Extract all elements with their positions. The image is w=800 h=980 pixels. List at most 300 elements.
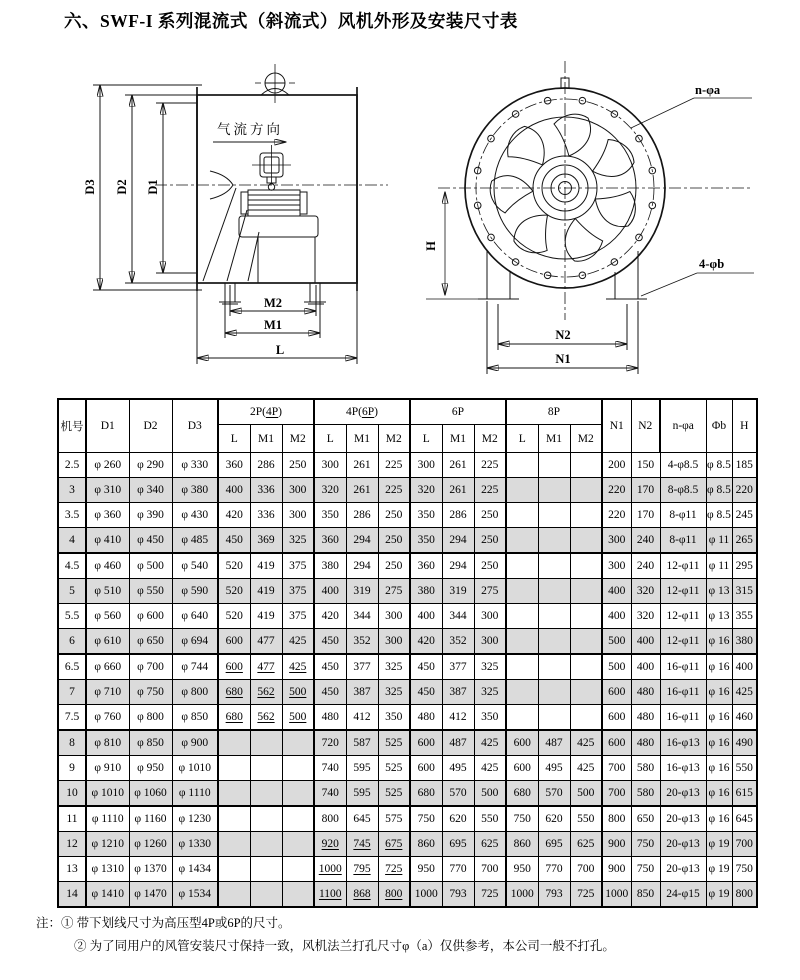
table-row [58,478,757,503]
cell-value [570,680,602,705]
cell-value: 295 [732,553,757,579]
cell-fan-size: 12 [58,832,86,857]
cell-value: 725 [570,882,602,908]
sub-header-m1: M1 [346,425,378,453]
cell-value: 520 [218,604,250,629]
cell-value [250,857,282,882]
cell-value: 320 [410,478,442,503]
cell-value: 419 [250,579,282,604]
cell-value [218,857,250,882]
cell-value: 420 [314,604,346,629]
cell-value: 487 [442,730,474,756]
cell-value [282,832,314,857]
cell-value: 225 [378,478,410,503]
cell-value: 352 [346,629,378,655]
cell-value: 1000 [506,882,538,908]
cell-value: φ 1434 [172,857,218,882]
cell-value: 725 [378,857,410,882]
dim-label-d1: D1 [146,179,160,195]
cell-value: φ 800 [172,680,218,705]
cell-value: 950 [410,857,442,882]
group-2p-underlined: 4P [265,406,279,418]
cell-value: 250 [378,528,410,554]
cell-value: φ 600 [129,604,172,629]
cell-value [218,781,250,807]
cell-value: 380 [732,629,757,655]
cell-value: 575 [378,806,410,832]
cell-fan-size: 9 [58,756,86,781]
table-row [58,882,757,908]
cell-value: 16-φ11 [660,705,706,731]
cell-value: 900 [602,832,631,857]
cell-value: φ 340 [129,478,172,503]
cell-value: 261 [442,478,474,503]
cell-value: φ 560 [86,604,129,629]
cell-value: 352 [442,629,474,655]
cell-value: 800 [378,882,410,908]
cell-value: 245 [732,503,757,528]
junction-box-icon [252,145,291,190]
cell-value: φ 1010 [86,781,129,807]
cell-value: 425 [282,629,314,655]
cell-value: 420 [218,503,250,528]
cell-value: φ 11 [706,528,732,554]
cell-fan-size: 3.5 [58,503,86,528]
inlet-cone [203,171,259,281]
cell-value: 645 [346,806,378,832]
cell-value: 695 [442,832,474,857]
cell-value [282,756,314,781]
cell-value: 16-φ13 [660,730,706,756]
cell-value: 600 [506,730,538,756]
footnote-1: 注：① 带下划线尺寸为高压型4P或6P的尺寸。 [36,916,291,930]
cell-value [538,705,570,731]
cell-value: 550 [732,756,757,781]
table-row [58,730,757,756]
cell-value: 490 [732,730,757,756]
cell-value [538,629,570,655]
cell-value: 320 [631,579,660,604]
col-header-n1: N1 [602,399,631,453]
cell-value: 745 [346,832,378,857]
cell-fan-size: 11 [58,806,86,832]
cell-value: φ 16 [706,705,732,731]
cell-value: φ 360 [86,503,129,528]
table-row [58,579,757,604]
cell-value: φ 510 [86,579,129,604]
cell-value: φ 13 [706,579,732,604]
cell-value: 620 [538,806,570,832]
cell-value [250,730,282,756]
cell-value: 750 [732,857,757,882]
cell-value: 315 [732,579,757,604]
cell-value: 300 [602,553,631,579]
cell-value: 680 [218,680,250,705]
cell-value: 294 [346,528,378,554]
cell-value [570,579,602,604]
col-header-phi-b: Φb [706,399,732,453]
cell-value: 740 [314,756,346,781]
col-header-n-phi-a: n-φa [660,399,706,453]
cell-fan-size: 3 [58,478,86,503]
cell-value: 420 [410,629,442,655]
cell-value: 1000 [602,882,631,908]
footnote-2: ② 为了同用户的风管安装尺寸保持一致，风机法兰打孔尺寸φ（a）仅供参考，本公司一般不打孔。 [74,938,615,953]
table-row [58,705,757,731]
cell-value: 300 [474,629,506,655]
cell-value: 770 [538,857,570,882]
cell-value: 450 [410,680,442,705]
cell-value: 225 [474,453,506,478]
cell-value: 793 [538,882,570,908]
col-header-h: H [732,399,757,453]
cell-value: 250 [474,503,506,528]
table-row [58,806,757,832]
cell-value: 500 [474,781,506,807]
cell-value: 320 [631,604,660,629]
cell-value: φ 16 [706,730,732,756]
cell-value: 369 [250,528,282,554]
cell-value [506,705,538,731]
cell-value: φ 800 [129,705,172,731]
cell-fan-size: 5 [58,579,86,604]
cell-value: φ 310 [86,478,129,503]
group-4p-pre: 4P( [346,406,362,418]
cell-value: 562 [250,705,282,731]
cell-value: φ 910 [86,756,129,781]
cell-value: 740 [314,781,346,807]
cell-value: 950 [506,857,538,882]
cell-fan-size: 5.5 [58,604,86,629]
cell-value [506,579,538,604]
cell-value: 600 [602,705,631,731]
cell-value [218,730,250,756]
cell-value [570,654,602,680]
cell-value [538,503,570,528]
cell-value: 850 [631,882,660,908]
cell-value [538,654,570,680]
cell-value: φ 550 [129,579,172,604]
cell-value: 793 [442,882,474,908]
cell-value: 400 [314,579,346,604]
table-row [58,832,757,857]
cell-value: 8-φ8.5 [660,478,706,503]
cell-value: 650 [631,806,660,832]
cell-value: φ 1110 [172,781,218,807]
cell-fan-size: 4 [58,528,86,554]
cell-value: 380 [410,579,442,604]
cell-value: φ 810 [86,730,129,756]
cell-value: 20-φ13 [660,806,706,832]
cell-value: φ 750 [129,680,172,705]
cell-value: 425 [570,756,602,781]
cell-value: 250 [474,528,506,554]
sub-header-l: L [218,425,250,453]
cell-value: 860 [410,832,442,857]
cell-value [218,882,250,908]
cell-value: 400 [631,629,660,655]
table-row [58,604,757,629]
sub-header-l: L [506,425,538,453]
cell-value: 377 [442,654,474,680]
cell-value: 450 [218,528,250,554]
cell-value: φ 390 [129,503,172,528]
dimension-table [57,398,758,908]
cell-value: 150 [631,453,660,478]
cell-value: 325 [282,528,314,554]
cell-value: 680 [218,705,250,731]
col-header-n2: N2 [631,399,660,453]
cell-value: 387 [442,680,474,705]
cell-value [282,857,314,882]
cell-value: 344 [346,604,378,629]
cell-value: 360 [314,528,346,554]
cell-value: 319 [442,579,474,604]
cell-value: 480 [314,705,346,731]
cell-value: 700 [732,832,757,857]
cell-value [570,629,602,655]
cell-value: 325 [378,680,410,705]
cell-value: 170 [631,503,660,528]
dim-label-n2: N2 [555,328,571,342]
cell-value: 495 [442,756,474,781]
cell-fan-size: 2.5 [58,453,86,478]
cell-value [538,453,570,478]
cell-value: φ 950 [129,756,172,781]
cell-value: 750 [631,832,660,857]
cell-value [282,730,314,756]
cell-value: φ 1230 [172,806,218,832]
cell-value: 350 [378,705,410,731]
cell-value: φ 850 [172,705,218,731]
cell-value [538,478,570,503]
cell-value: φ 485 [172,528,218,554]
cell-value: φ 590 [172,579,218,604]
cell-value: 920 [314,832,346,857]
cell-value: 240 [631,528,660,554]
cell-value: φ 13 [706,604,732,629]
cell-value: 300 [474,604,506,629]
sub-header-m1: M1 [250,425,282,453]
cell-value: φ 19 [706,832,732,857]
cell-value: 480 [631,705,660,731]
cell-value: 425 [474,730,506,756]
cell-value: 450 [314,654,346,680]
dim-label-h: H [424,241,438,251]
cell-value: 225 [378,453,410,478]
cell-value: 425 [282,654,314,680]
cell-value [282,806,314,832]
cell-value: 595 [346,756,378,781]
cell-value: 419 [250,604,282,629]
cell-value: 360 [218,453,250,478]
cell-value: 500 [602,629,631,655]
cell-value: 477 [250,629,282,655]
cell-value: 12-φ11 [660,629,706,655]
cell-value: 16-φ11 [660,680,706,705]
col-header-d3: D3 [172,399,218,453]
footnotes [36,912,615,957]
cell-value: 387 [346,680,378,705]
cell-value [506,453,538,478]
callout-4-phi-b: 4-φb [699,257,725,271]
cell-value: φ 16 [706,680,732,705]
cell-value: 480 [410,705,442,731]
cell-value: 412 [346,705,378,731]
cell-value: 300 [602,528,631,554]
cell-value [282,781,314,807]
cell-value: 200 [602,453,631,478]
cell-value: 320 [314,478,346,503]
cell-value [570,478,602,503]
cell-value [282,882,314,908]
cell-value: 500 [570,781,602,807]
cell-value: 860 [506,832,538,857]
sub-header-l: L [410,425,442,453]
cell-value: 580 [631,781,660,807]
cell-value: 525 [378,730,410,756]
group-2p-pre: 2P( [250,406,266,418]
cell-fan-size: 7 [58,680,86,705]
cell-value: 336 [250,503,282,528]
cell-value: 220 [732,478,757,503]
cell-value: 595 [346,781,378,807]
cell-value: 600 [602,730,631,756]
cell-value: φ 850 [129,730,172,756]
cell-value: 500 [602,654,631,680]
cell-value: 265 [732,528,757,554]
sub-header-l: L [314,425,346,453]
cell-value [506,528,538,554]
cell-value: φ 660 [86,654,129,680]
callout-n-phi-a: n-φa [695,83,721,97]
table-row [58,857,757,882]
cell-value: φ 1534 [172,882,218,908]
cell-value: φ 900 [172,730,218,756]
table-row [58,453,757,478]
cell-value: 570 [538,781,570,807]
table-row [58,629,757,655]
cell-value: φ 1160 [129,806,172,832]
cell-value [506,680,538,705]
cell-value: 700 [602,781,631,807]
cell-value: 375 [282,553,314,579]
cell-value: 4-φ8.5 [660,453,706,478]
cell-value: 250 [474,553,506,579]
cell-value: 800 [602,806,631,832]
cell-value: 377 [346,654,378,680]
cell-value: 487 [538,730,570,756]
cell-value: φ 19 [706,882,732,908]
sub-header-m1: M1 [538,425,570,453]
cell-value: 300 [378,629,410,655]
cell-value [506,604,538,629]
table-row [58,781,757,807]
cell-value: φ 19 [706,857,732,882]
cell-value: 460 [732,705,757,731]
cell-value [250,781,282,807]
cell-value: φ 16 [706,654,732,680]
cell-value [570,453,602,478]
lifting-eyebolt-icon [255,64,295,103]
cell-value: φ 8.5 [706,503,732,528]
cell-value: φ 380 [172,478,218,503]
cell-value: 185 [732,453,757,478]
cell-value: 261 [442,453,474,478]
sub-header-m2: M2 [378,425,410,453]
cell-value: 600 [506,756,538,781]
cell-value: 700 [602,756,631,781]
cell-value: φ 16 [706,781,732,807]
cell-value: φ 8.5 [706,453,732,478]
col-header-d1: D1 [86,399,129,453]
cell-value: 300 [378,604,410,629]
cell-value: 350 [410,528,442,554]
cell-value: 477 [250,654,282,680]
group-header-4p [314,399,410,425]
cell-value: φ 610 [86,629,129,655]
cell-value: 286 [250,453,282,478]
sub-header-m1: M1 [442,425,474,453]
cell-value: 400 [732,654,757,680]
cell-value: 400 [631,654,660,680]
cell-value: 380 [314,553,346,579]
col-header-fan-size: 机号 [58,399,86,453]
cell-value: φ 1010 [172,756,218,781]
cell-value: 587 [346,730,378,756]
cell-value: φ 1310 [86,857,129,882]
cell-value: 286 [442,503,474,528]
group-header-2p [218,399,314,425]
table-row [58,528,757,554]
cell-value: 495 [538,756,570,781]
cell-value: 625 [570,832,602,857]
cell-value: 360 [410,553,442,579]
cell-value: φ 1410 [86,882,129,908]
cell-fan-size: 14 [58,882,86,908]
cell-value: 795 [346,857,378,882]
cell-value: φ 1330 [172,832,218,857]
cell-value: 375 [282,604,314,629]
cell-value: φ 540 [172,553,218,579]
cell-value: φ 16 [706,806,732,832]
dim-label-n1: N1 [555,352,571,366]
cell-value: 400 [602,604,631,629]
cell-value: 562 [250,680,282,705]
cell-value: φ 16 [706,629,732,655]
cell-value: 275 [378,579,410,604]
table-row [58,503,757,528]
col-header-d2: D2 [129,399,172,453]
cell-value: 261 [346,478,378,503]
cell-value: 1100 [314,882,346,908]
cell-value: 12-φ11 [660,553,706,579]
group-4p-underlined: 6P [361,406,375,418]
cell-value: 620 [442,806,474,832]
cell-value: 700 [570,857,602,882]
cell-value [538,528,570,554]
cell-value: 344 [442,604,474,629]
dim-label-d2: D2 [115,179,129,195]
cell-value: 600 [410,756,442,781]
cell-value: φ 744 [172,654,218,680]
cell-value: 720 [314,730,346,756]
cell-value: 300 [282,478,314,503]
cell-value: 16-φ11 [660,654,706,680]
cell-value [538,553,570,579]
cell-value [250,756,282,781]
cell-value: 645 [732,806,757,832]
